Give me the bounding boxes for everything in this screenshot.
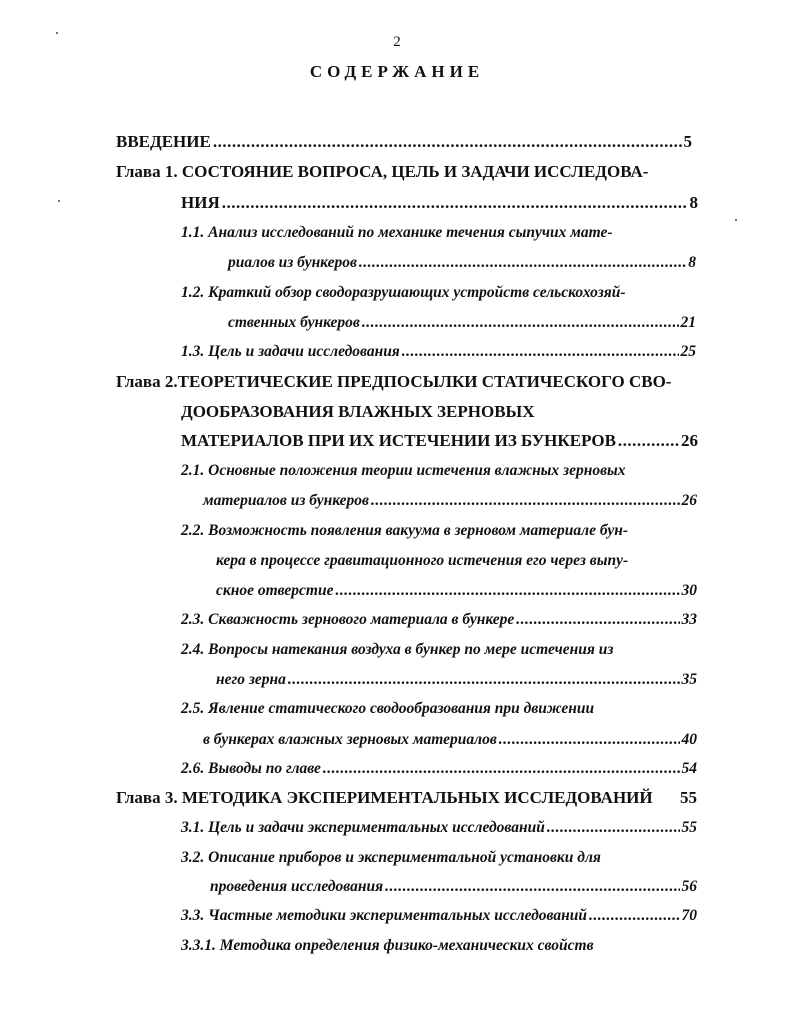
toc-section-2-3[interactable] [181, 609, 697, 631]
toc-page-number: 21 [680, 314, 696, 331]
toc-entry-text: Глава 3. МЕТОДИКА ЭКСПЕРИМЕНТАЛЬНЫХ ИССЛЕДОВАНИЙ [116, 788, 653, 807]
toc-chapter-3[interactable] [116, 787, 697, 809]
toc-section-1-1-line-1[interactable] [181, 222, 675, 244]
leader-dots [222, 192, 688, 214]
leader-dots [499, 729, 680, 751]
toc-entry-text: кера в процессе гравитационного истечения его через выпу- [216, 552, 629, 569]
toc-entry-text: 1.1. Анализ исследований по механике течения сыпучих мате- [181, 224, 613, 241]
contents-heading: СОДЕРЖАНИЕ [309, 62, 485, 81]
toc-page-number: 56 [681, 878, 697, 895]
toc-section-2-4-line-1[interactable] [181, 639, 697, 661]
toc-section-1-2-line-1[interactable] [181, 282, 691, 304]
leader-dots [288, 669, 680, 691]
leader-dots [589, 905, 680, 927]
toc-page-number: 55 [681, 819, 697, 836]
toc-chapter-2-line-1[interactable] [116, 371, 694, 393]
toc-section-3-3-1-line-1[interactable] [181, 935, 661, 957]
toc-section-3-2-line-1[interactable] [181, 847, 661, 869]
leader-dots [516, 609, 679, 631]
toc-section-2-1-line-2[interactable] [203, 490, 697, 512]
toc-section-1-3[interactable] [181, 341, 696, 363]
toc-page-number: 5 [683, 132, 692, 151]
scan-speck [735, 219, 737, 221]
toc-section-2-5-line-1[interactable] [181, 698, 651, 720]
toc-section-2-2-line-3[interactable] [216, 580, 697, 602]
toc-page-number: 55 [680, 788, 697, 807]
toc-page-number: 70 [681, 907, 697, 924]
leader-dots [402, 341, 679, 363]
toc-entry-text: него зерна [216, 671, 286, 688]
scan-speck [58, 200, 60, 202]
toc-section-1-2-line-2[interactable] [228, 312, 696, 334]
toc-page-number: 40 [681, 731, 697, 748]
toc-entry-text: 2.5. Явление статического сводообразования при движении [181, 700, 595, 717]
toc-page-number: 26 [681, 492, 697, 509]
leader-dots [359, 252, 686, 274]
toc-entry-text: скное отверстие [216, 582, 334, 599]
toc-chapter-2-line-3[interactable] [181, 430, 698, 452]
toc-section-3-2-line-2[interactable] [210, 876, 697, 898]
leader-dots [323, 758, 680, 780]
toc-page-number: 25 [680, 343, 696, 360]
toc-entry-text: 2.1. Основные положения теории истечения влажных зерновых [181, 462, 626, 479]
toc-page-number: 54 [681, 760, 697, 777]
toc-section-2-5-line-2[interactable] [203, 729, 697, 751]
toc-page-number: 8 [689, 193, 698, 212]
toc-entry-text: Глава 1. СОСТОЯНИЕ ВОПРОСА, ЦЕЛЬ И ЗАДАЧИ ИССЛЕДОВА- [116, 162, 649, 181]
toc-entry-text: 3.1. Цель и задачи экспериментальных исследований [181, 819, 545, 836]
toc-section-2-2-line-1[interactable] [181, 520, 697, 542]
leader-dots [618, 430, 679, 452]
toc-entry-text: ственных бункеров [228, 314, 360, 331]
toc-chapter-1-line-2[interactable] [181, 192, 698, 214]
page-number: 2 [393, 34, 401, 50]
leader-dots [385, 876, 679, 898]
toc-entry-text: 3.2. Описание приборов и экспериментальной установки для [181, 849, 601, 866]
toc-section-3-3[interactable] [181, 905, 697, 927]
toc-entry-text: 2.4. Вопросы натекания воздуха в бункер по мере истечения из [181, 641, 614, 658]
leader-dots [371, 490, 680, 512]
toc-section-1-1-line-2[interactable] [228, 252, 696, 274]
toc-entry-text: 1.3. Цель и задачи исследования [181, 343, 400, 360]
leader-dots [362, 312, 679, 334]
toc-page-number: 33 [681, 611, 697, 628]
toc-entry-text: проведения исследования [210, 878, 384, 895]
toc-entry-text: 1.2. Краткий обзор сводоразрушающих устройств сельскохозяй- [181, 284, 626, 301]
toc-entry-text: 3.3. Частные методики экспериментальных исследований [181, 907, 587, 924]
toc-entry-text: риалов из бункеров [228, 254, 357, 271]
leader-dots [547, 817, 680, 839]
toc-page-number: 8 [688, 254, 696, 271]
toc-entry-text: 2.2. Возможность появления вакуума в зерновом материале бун- [181, 522, 629, 539]
toc-page-number: 26 [681, 431, 698, 450]
toc-section-2-4-line-2[interactable] [216, 669, 697, 691]
toc-section-3-1[interactable] [181, 817, 697, 839]
toc-entry-text: 2.6. Выводы по главе [181, 760, 321, 777]
toc-entry-text: ДООБРАЗОВАНИЯ ВЛАЖНЫХ ЗЕРНОВЫХ [181, 402, 535, 421]
toc-entry-text: МАТЕРИАЛОВ ПРИ ИХ ИСТЕЧЕНИИ ИЗ БУНКЕРОВ [181, 431, 616, 450]
toc-page-number: 35 [681, 671, 697, 688]
toc-entry-text: 2.3. Скважность зернового материала в бункере [181, 611, 515, 628]
toc-entry-text: в бункерах влажных зерновых материалов [203, 731, 497, 748]
toc-section-2-6[interactable] [181, 758, 697, 780]
toc-entry-intro[interactable] [116, 131, 692, 153]
toc-section-2-2-line-2[interactable] [216, 550, 696, 572]
toc-entry-text: 3.3.1. Методика определения физико-механических свойств [181, 937, 594, 954]
toc-section-2-1-line-1[interactable] [181, 460, 697, 482]
toc-entry-text: материалов из бункеров [203, 492, 369, 509]
toc-page-number: 30 [681, 582, 697, 599]
leader-dots [335, 580, 679, 602]
toc-entry-text: ВВЕДЕНИЕ [116, 132, 211, 151]
leader-dots [213, 131, 682, 153]
toc-chapter-2-line-2[interactable] [181, 401, 581, 423]
toc-chapter-1-line-1[interactable] [116, 161, 702, 183]
toc-entry-text: Глава 2.ТЕОРЕТИЧЕСКИЕ ПРЕДПОСЫЛКИ СТАТИЧЕСКОГО СВО- [116, 372, 672, 391]
toc-entry-text: НИЯ [181, 193, 220, 212]
scan-speck [56, 32, 58, 34]
